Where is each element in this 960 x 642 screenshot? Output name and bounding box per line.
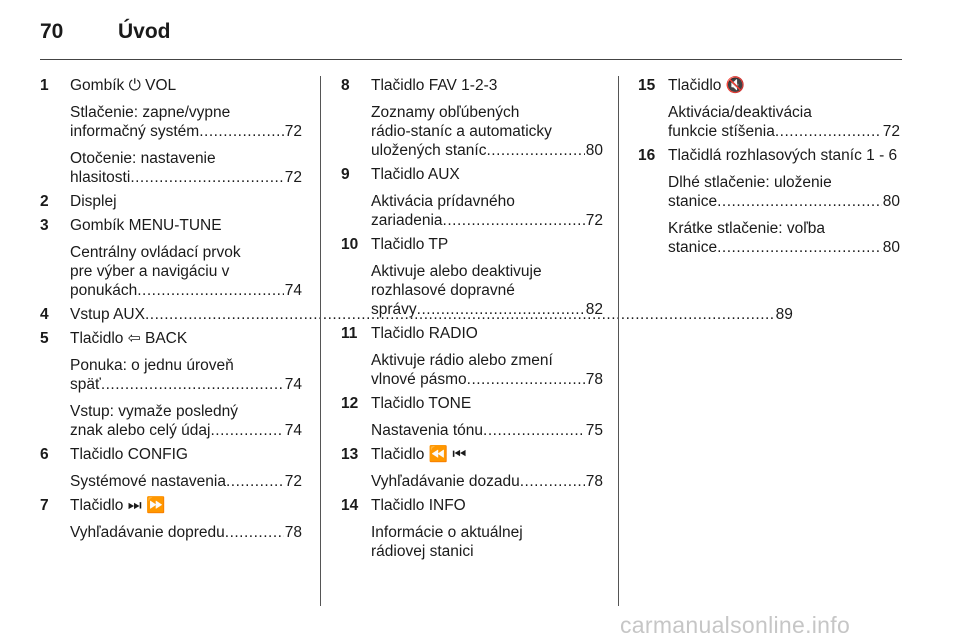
item-number: 8: [341, 77, 350, 94]
list-item: [341, 235, 603, 254]
item-title: Gombík ⏻ VOL: [70, 77, 177, 94]
item-number: 12: [341, 395, 359, 412]
list-item: [341, 394, 603, 413]
column-2: [341, 76, 603, 566]
list-item: [40, 496, 302, 515]
description-line: správy: [371, 301, 417, 318]
index-entry: [371, 421, 603, 440]
item-description: [668, 216, 900, 257]
item-description: [668, 170, 900, 211]
list-item: [40, 445, 302, 464]
leader-dots: [717, 192, 882, 211]
page-ref: 74: [284, 422, 302, 439]
item-description: [70, 520, 302, 542]
description-line: Aktivuje alebo deaktivuje: [371, 263, 542, 280]
leader-dots: [130, 168, 283, 187]
leader-dots: [443, 211, 585, 230]
leader-dots: [486, 141, 584, 160]
index-entry: [371, 472, 603, 491]
item-title: Tlačidlá rozhlasových staníc 1 - 6: [668, 147, 898, 164]
description-line: informačný systém: [70, 123, 200, 140]
description-line: pre výber a navigáciu v: [70, 263, 230, 280]
list-item: [40, 192, 302, 211]
page-header: [40, 18, 900, 58]
page-ref: 78: [585, 473, 603, 490]
description-line: Vyhľadávanie dopredu: [70, 524, 225, 541]
description-line: znak alebo celý údaj: [70, 422, 211, 439]
description-line: Informácie o aktuálnej: [371, 524, 523, 541]
description-line: rádiovej stanici: [371, 543, 474, 560]
description-line: hlasitosti: [70, 169, 131, 186]
item-description: [371, 469, 603, 491]
index-entry: [371, 300, 603, 319]
header-rule: [40, 59, 902, 60]
item-title: Displej: [70, 193, 117, 210]
column-divider: [618, 76, 619, 606]
item-number: 1: [40, 77, 49, 94]
item-title: Tlačidlo FAV 1-2-3: [371, 77, 498, 94]
description-line: funkcie stíšenia: [668, 123, 775, 140]
leader-dots: [199, 122, 284, 141]
leader-dots: [520, 472, 585, 491]
leader-dots: [225, 523, 284, 542]
item-number: 4: [40, 306, 49, 323]
description-line: vlnové pásmo: [371, 371, 467, 388]
item-title: Tlačidlo AUX: [371, 166, 460, 183]
index-entry: [371, 211, 603, 230]
description-line: Centrálny ovládací prvok: [70, 244, 241, 261]
item-description: [70, 240, 302, 300]
page-ref: 74: [284, 376, 302, 393]
item-title: Tlačidlo RADIO: [371, 325, 478, 342]
item-description: [371, 100, 603, 160]
description-line: Vstup: vymaže posledný: [70, 403, 239, 420]
index-entry: [70, 375, 302, 394]
page-ref: 89: [775, 306, 793, 323]
item-title-text: Vstup AUX: [70, 306, 145, 323]
description-line: Dlhé stlačenie: uloženie: [668, 174, 832, 191]
item-description: [371, 418, 603, 440]
description-line: Aktivácia/deaktivácia: [668, 104, 812, 121]
item-number: 15: [638, 77, 656, 94]
item-number: 14: [341, 497, 359, 514]
item-title: Tlačidlo ⏭ ⏩: [70, 497, 166, 514]
item-description: [70, 399, 302, 440]
index-entry: [668, 238, 900, 257]
item-description: [70, 146, 302, 187]
item-number: 5: [40, 330, 49, 347]
leader-dots: [226, 472, 284, 491]
description-line: Krátke stlačenie: voľba: [668, 220, 826, 237]
list-item: [40, 76, 302, 95]
item-description: [371, 348, 603, 389]
item-number: 11: [341, 325, 358, 342]
page-ref: 72: [585, 212, 603, 229]
item-description: [371, 520, 603, 561]
item-title: Tlačidlo ⇦ BACK: [70, 330, 188, 347]
leader-dots: [775, 122, 882, 141]
index-entry: [371, 141, 603, 160]
description-line: Systémové nastavenia: [70, 473, 226, 490]
description-line: uložených staníc: [371, 142, 487, 159]
item-title: Tlačidlo CONFIG: [70, 446, 188, 463]
description-line: Nastavenia tónu: [371, 422, 484, 439]
description-line: Zoznamy obľúbených: [371, 104, 520, 121]
column-3: [638, 76, 900, 262]
page-ref: 72: [284, 123, 302, 140]
page-ref: 72: [284, 473, 302, 490]
description-line: Vyhľadávanie dozadu: [371, 473, 520, 490]
item-number: 10: [341, 236, 359, 253]
item-description: [371, 259, 603, 319]
item-title: Tlačidlo ⏪ ⏮: [371, 446, 467, 463]
description-line: stanice: [668, 193, 718, 210]
list-item: [40, 216, 302, 235]
list-item: [341, 496, 603, 515]
item-description: [668, 100, 900, 141]
item-title: Tlačidlo 🔇: [668, 77, 746, 94]
item-title: Tlačidlo TP: [371, 236, 449, 253]
index-entry: [371, 370, 603, 389]
item-title: Gombík MENU-TUNE: [70, 217, 222, 234]
leader-dots: [417, 300, 585, 319]
list-item: [40, 329, 302, 348]
leader-dots: [483, 421, 585, 440]
item-number: 16: [638, 147, 656, 164]
description-line: rádio-staníc a automaticky: [371, 123, 552, 140]
description-line: zariadenia: [371, 212, 443, 229]
description-line: Otočenie: nastavenie: [70, 150, 216, 167]
item-description: [70, 469, 302, 491]
index-entry: [70, 122, 302, 141]
leader-dots: [717, 238, 882, 257]
index-entry: [70, 281, 302, 300]
item-title: Tlačidlo TONE: [371, 395, 472, 412]
description-line: Aktivuje rádio alebo zmení: [371, 352, 553, 369]
list-item: [341, 76, 603, 95]
item-number: 3: [40, 217, 49, 234]
page-ref: 82: [585, 301, 603, 318]
index-entry: [70, 472, 302, 491]
leader-dots: [467, 370, 585, 389]
leader-dots: [101, 375, 284, 394]
page-ref: 72: [284, 169, 302, 186]
list-item: [341, 165, 603, 184]
item-number: 7: [40, 497, 49, 514]
item-description: [70, 353, 302, 394]
page-ref: 78: [284, 524, 302, 541]
page-ref: 80: [882, 239, 900, 256]
item-description: [371, 189, 603, 230]
watermark: carmanualsonline.info: [620, 612, 851, 638]
description-line: Stlačenie: zapne/vypne: [70, 104, 231, 121]
index-entry: [70, 523, 302, 542]
list-item: [341, 445, 603, 464]
index-entry: [668, 192, 900, 211]
item-number: 13: [341, 446, 359, 463]
description-line: ponukách: [70, 282, 138, 299]
item-description: [70, 100, 302, 141]
description-line: Ponuka: o jednu úroveň: [70, 357, 234, 374]
leader-dots: [137, 281, 284, 300]
page-ref: 75: [585, 422, 603, 439]
index-entry: [70, 168, 302, 187]
page-ref: 78: [585, 371, 603, 388]
column-divider: [320, 76, 321, 606]
page-ref: 80: [585, 142, 603, 159]
list-item: [638, 146, 900, 165]
list-item: [638, 76, 900, 95]
description-line: Aktivácia prídavného: [371, 193, 515, 210]
page-number: 70: [40, 20, 64, 43]
description-line: stanice: [668, 239, 718, 256]
description-line: rozhlasové dopravné: [371, 282, 515, 299]
item-number: 9: [341, 166, 350, 183]
description-line: späť: [70, 376, 101, 393]
index-entry: [668, 122, 900, 141]
item-number: 2: [40, 193, 49, 210]
leader-dots: [210, 421, 283, 440]
index-entry: [70, 421, 302, 440]
item-title: Tlačidlo INFO: [371, 497, 466, 514]
page-ref: 80: [882, 193, 900, 210]
list-item: [341, 324, 603, 343]
page-ref: 74: [284, 282, 302, 299]
page-ref: 72: [882, 123, 900, 140]
item-number: 6: [40, 446, 49, 463]
page-title: Úvod: [118, 20, 171, 43]
